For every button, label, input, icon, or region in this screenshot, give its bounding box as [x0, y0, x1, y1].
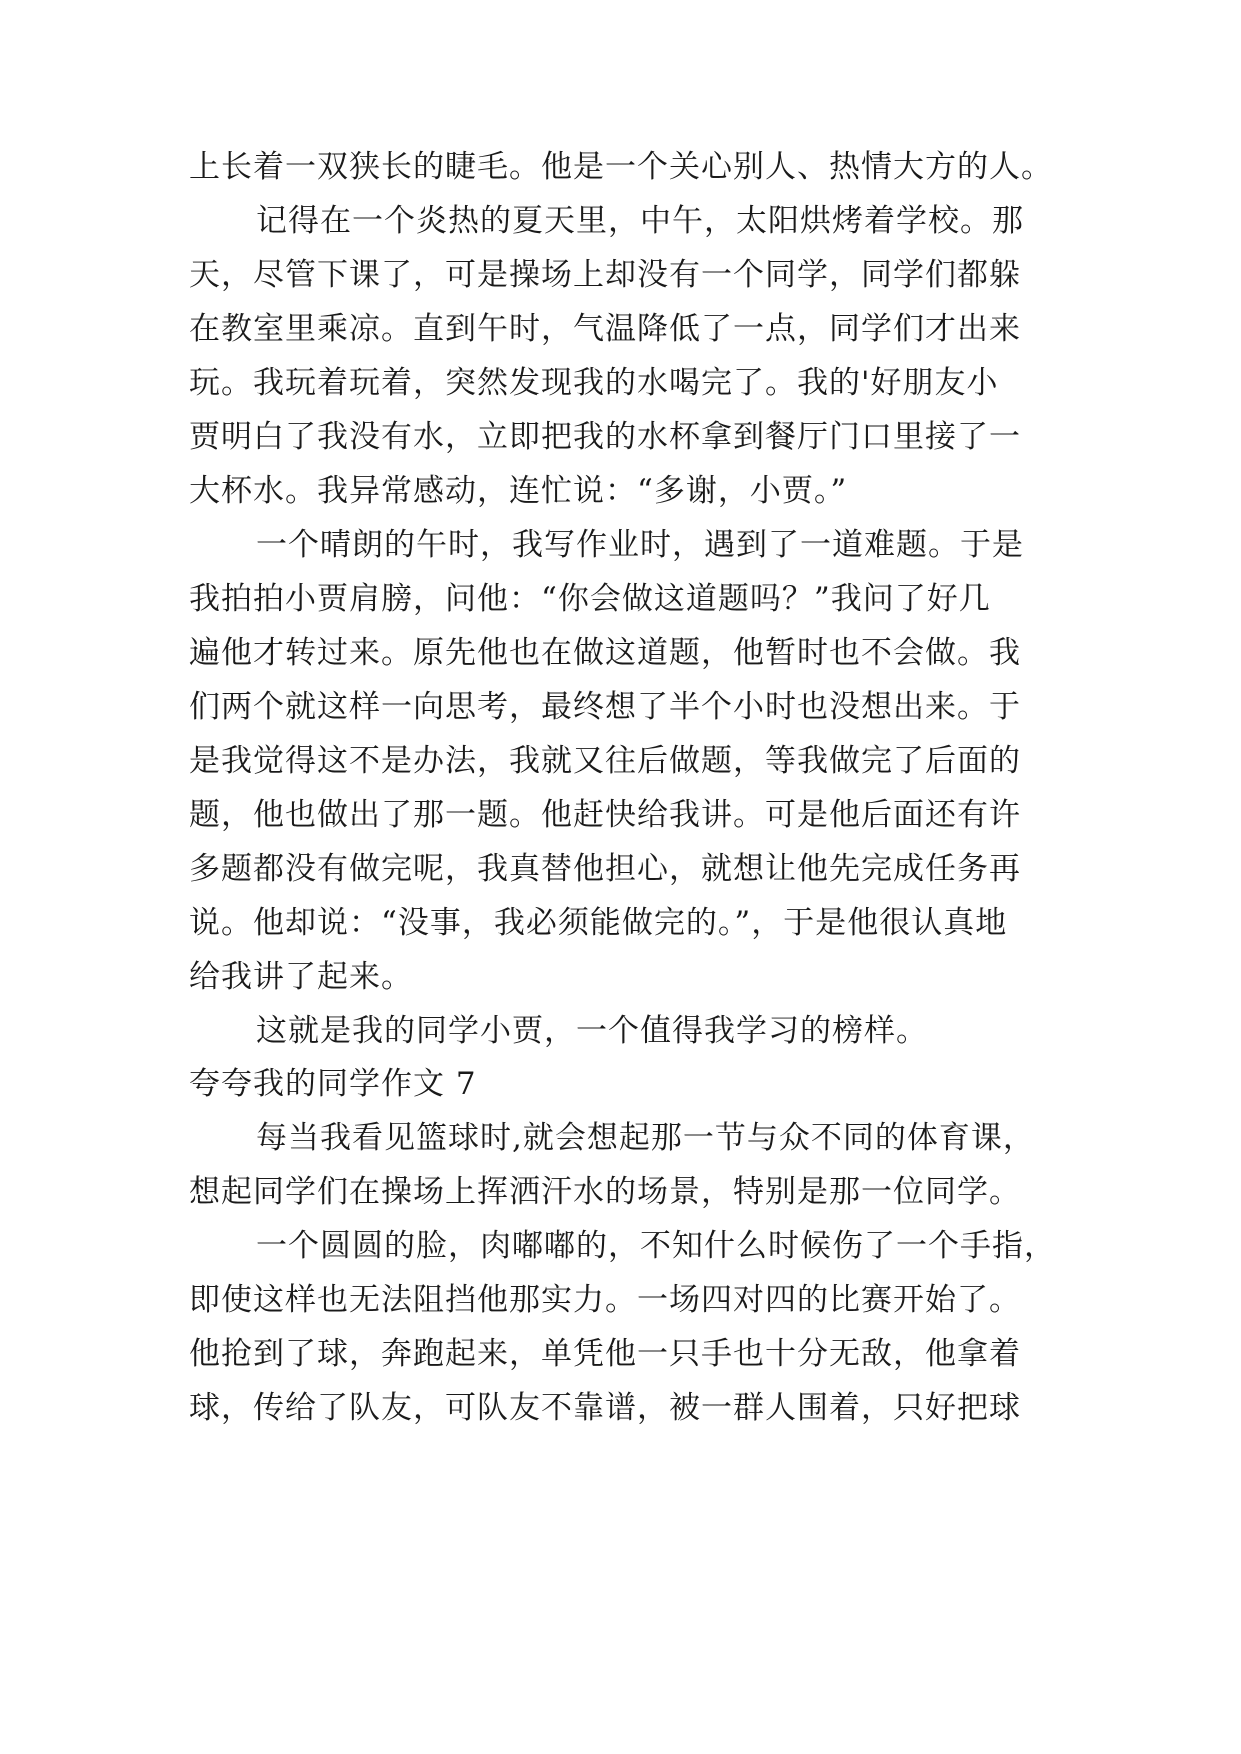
text-line: 球，传给了队友，可队友不靠谱，被一群人围着，只好把球	[189, 1390, 1021, 1426]
paragraph-start-line: 这就是我的同学小贾，一个值得我学习的榜样。	[256, 1013, 928, 1049]
text-line: 题，他也做出了那一题。他赶快给我讲。可是他后面还有许	[189, 797, 1021, 833]
paragraph-start-line: 记得在一个炎热的夏天里，中午，太阳烘烤着学校。那	[256, 203, 1024, 239]
text-line: 他抢到了球，奔跑起来，单凭他一只手也十分无敌，他拿着	[189, 1336, 1021, 1372]
text-line: 天，尽管下课了，可是操场上却没有一个同学，同学们都躲	[189, 257, 1021, 293]
paragraph-start-line: 一个圆圆的脸，肉嘟嘟的，不知什么时候伤了一个手指，	[256, 1228, 1056, 1264]
section-heading: 夸夸我的同学作文 7	[189, 1066, 477, 1102]
text-line: 玩。我玩着玩着，突然发现我的水喝完了。我的'好朋友小	[189, 365, 999, 401]
paragraph-start-line: 一个晴朗的午时，我写作业时，遇到了一道难题。于是	[256, 527, 1024, 563]
text-line: 遍他才转过来。原先他也在做这道题，他暂时也不会做。我	[189, 635, 1021, 671]
text-line: 上长着一双狭长的睫毛。他是一个关心别人、热情大方的人。	[189, 149, 1053, 185]
text-line: 们两个就这样一向思考，最终想了半个小时也没想出来。于	[189, 689, 1021, 725]
text-line: 在教室里乘凉。直到午时，气温降低了一点，同学们才出来	[189, 311, 1021, 347]
text-line: 大杯水。我异常感动，连忙说：“多谢，小贾。”	[189, 473, 848, 509]
paragraph-start-line: 每当我看见篮球时,就会想起那一节与众不同的体育课，	[256, 1120, 1035, 1156]
text-line: 是我觉得这不是办法，我就又往后做题，等我做完了后面的	[189, 743, 1021, 779]
text-line: 我拍拍小贾肩膀，问他：“你会做这道题吗？”我问了好几	[189, 581, 991, 617]
text-line: 给我讲了起来。	[189, 959, 413, 995]
text-line: 想起同学们在操场上挥洒汗水的场景，特别是那一位同学。	[189, 1174, 1021, 1210]
text-line: 多题都没有做完呢，我真替他担心，就想让他先完成任务再	[189, 851, 1021, 887]
text-line: 贾明白了我没有水，立即把我的水杯拿到餐厅门口里接了一	[189, 419, 1021, 455]
text-line: 说。他却说：“没事，我必须能做完的。”，于是他很认真地	[189, 905, 1008, 941]
text-line: 即使这样也无法阻挡他那实力。一场四对四的比赛开始了。	[189, 1282, 1021, 1318]
